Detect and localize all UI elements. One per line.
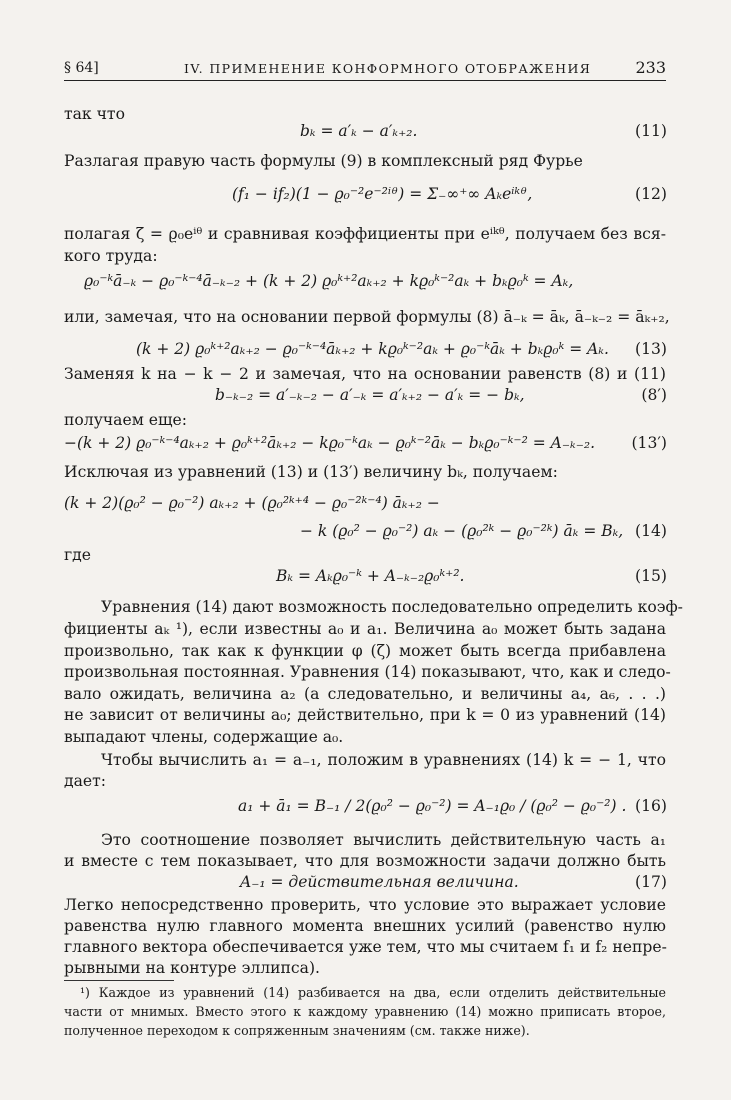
paragraph-line: фициенты aₖ ¹), если известны a₀ и a₁. Величина a₀ может быть задана — [64, 620, 666, 638]
formula-16: a₁ + ā₁ = B₋₁ / 2(ϱ₀² − ϱ₀⁻²) = A₋₁ϱ₀ / (ϱ₀² − ϱ₀⁻²) . — [238, 797, 627, 815]
text-line: кого труда: — [64, 247, 158, 265]
formula-13: (k + 2) ϱ₀ᵏ⁺²aₖ₊₂ − ϱ₀⁻ᵏ⁻⁴āₖ₊₂ + kϱ₀ᵏ⁻²aₖ + ϱ₀⁻ᵏāₖ + bₖϱ₀ᵏ = Aₖ. — [136, 340, 609, 358]
footnote-line: полученное переходом к сопряженным значениям (см. также ниже). — [64, 1023, 530, 1038]
equation-number-16: (16) — [634, 797, 667, 815]
page-number: 233 — [635, 58, 666, 77]
formula-13-prime: −(k + 2) ϱ₀⁻ᵏ⁻⁴aₖ₊₂ + ϱ₀ᵏ⁺²āₖ₊₂ − kϱ₀⁻ᵏaₖ − ϱ₀ᵏ⁻²āₖ − bₖϱ₀⁻ᵏ⁻² = A₋ₖ₋₂. — [64, 434, 596, 452]
formula-11: bₖ = a′ₖ − a′ₖ₊₂. — [300, 122, 418, 140]
equation-number-17: (17) — [634, 873, 667, 891]
paragraph-line: не зависит от величины a₀; действительно, при k = 0 из уравнений (14) — [64, 706, 666, 724]
formula-17: A₋₁ = действительная величина. — [240, 873, 519, 891]
text-line: Исключая из уравнений (13) и (13′) величину bₖ, получаем: — [64, 463, 558, 481]
equation-number-13-prime: (13′) — [631, 434, 667, 452]
formula-8-prime: b₋ₖ₋₂ = a′₋ₖ₋₂ − a′₋ₖ = a′ₖ₊₂ − a′ₖ = − bₖ, — [215, 386, 525, 404]
paragraph-line: главного вектора обеспечивается уже тем, что мы считаем f₁ и f₂ непре- — [64, 938, 667, 956]
paragraph-line: равенства нулю главного момента внешних усилий (равенство нулю — [64, 917, 666, 935]
paragraph-line: выпадают члены, содержащие a₀. — [64, 728, 344, 746]
footnote-rule — [64, 980, 174, 981]
paragraph-line: и вместе с тем показывает, что для возможности задачи должно быть — [64, 852, 666, 870]
paragraph-line: Это соотношение позволяет вычислить действительную часть a₁ — [101, 831, 666, 849]
text-line: получаем еще: — [64, 411, 187, 429]
formula-14-line-1: (k + 2)(ϱ₀² − ϱ₀⁻²) aₖ₊₂ + (ϱ₀²ᵏ⁺⁴ − ϱ₀⁻²ᵏ⁻⁴) āₖ₊₂ − — [64, 494, 440, 512]
paragraph-line: вало ожидать, величина a₂ (а следовательно, и величины a₄, a₆, . . .) — [64, 685, 666, 703]
section-number: § 64] — [64, 60, 99, 76]
equation-number-13: (13) — [634, 340, 667, 358]
formula-15: Bₖ = Aₖϱ₀⁻ᵏ + A₋ₖ₋₂ϱ₀ᵏ⁺². — [276, 567, 465, 585]
formula-13-expanded: ϱ₀⁻ᵏā₋ₖ − ϱ₀⁻ᵏ⁻⁴ā₋ₖ₋₂ + (k + 2) ϱ₀ᵏ⁺²aₖ₊₂ + kϱ₀ᵏ⁻²aₖ + bₖϱ₀ᵏ = Aₖ, — [84, 272, 574, 290]
paragraph-line: рывными на контуре эллипса). — [64, 959, 321, 977]
paragraph-line: произвольно, так как к функции φ (ζ) может быть всегда прибавлена — [64, 642, 666, 660]
footnote-line: ¹) Каждое из уравнений (14) разбивается на два, если отделить действительные — [80, 985, 666, 1000]
paragraph-line: Уравнения (14) дают возможность последовательно определить коэф- — [101, 598, 683, 616]
paragraph-line: произвольная постоянная. Уравнения (14) показывают, что, как и следо- — [64, 663, 671, 681]
equation-number-15: (15) — [634, 567, 667, 585]
paragraph-line: Чтобы вычислить a₁ = a₋₁, положим в уравнениях (14) k = − 1, что — [101, 751, 666, 769]
formula-14-line-2: − k (ϱ₀² − ϱ₀⁻²) aₖ − (ϱ₀²ᵏ − ϱ₀⁻²ᵏ) āₖ = Bₖ, — [300, 522, 624, 540]
running-header — [64, 58, 666, 80]
equation-number-8-prime: (8′) — [641, 386, 667, 404]
paragraph-line: дает: — [64, 772, 107, 790]
text-line: Заменяя k на − k − 2 и замечая, что на основании равенств (8) и (11) — [64, 365, 666, 383]
header-rule — [64, 80, 666, 81]
text-line: или, замечая, что на основании первой формулы (8) ā₋ₖ = āₖ, ā₋ₖ₋₂ = āₖ₊₂, — [64, 308, 670, 326]
formula-12: (f₁ − if₂)(1 − ϱ₀⁻²e⁻²ⁱᶿ) = Σ₋∞⁺∞ Aₖeⁱᵏᶿ, — [232, 185, 533, 203]
equation-number-12: (12) — [634, 185, 667, 203]
text-line: где — [64, 546, 91, 564]
text-line: так что — [64, 105, 125, 123]
footnote-line: части от мнимых. Вместо этого к каждому уравнению (14) можно приписать второе, — [64, 1004, 666, 1019]
text-line: полагая ζ = ϱ₀eⁱᶿ и сравнивая коэффициенты при eⁱᵏᶿ, получаем без вся- — [64, 225, 666, 243]
paragraph-line: Легко непосредственно проверить, что условие это выражает условие — [64, 896, 666, 914]
equation-number-14: (14) — [634, 522, 667, 540]
equation-number-11: (11) — [634, 122, 667, 140]
running-title: IV. ПРИМЕНЕНИЕ КОНФОРМНОГО ОТОБРАЖЕНИЯ — [184, 61, 592, 76]
text-line: Разлагая правую часть формулы (9) в комплексный ряд Фурье — [64, 152, 583, 170]
